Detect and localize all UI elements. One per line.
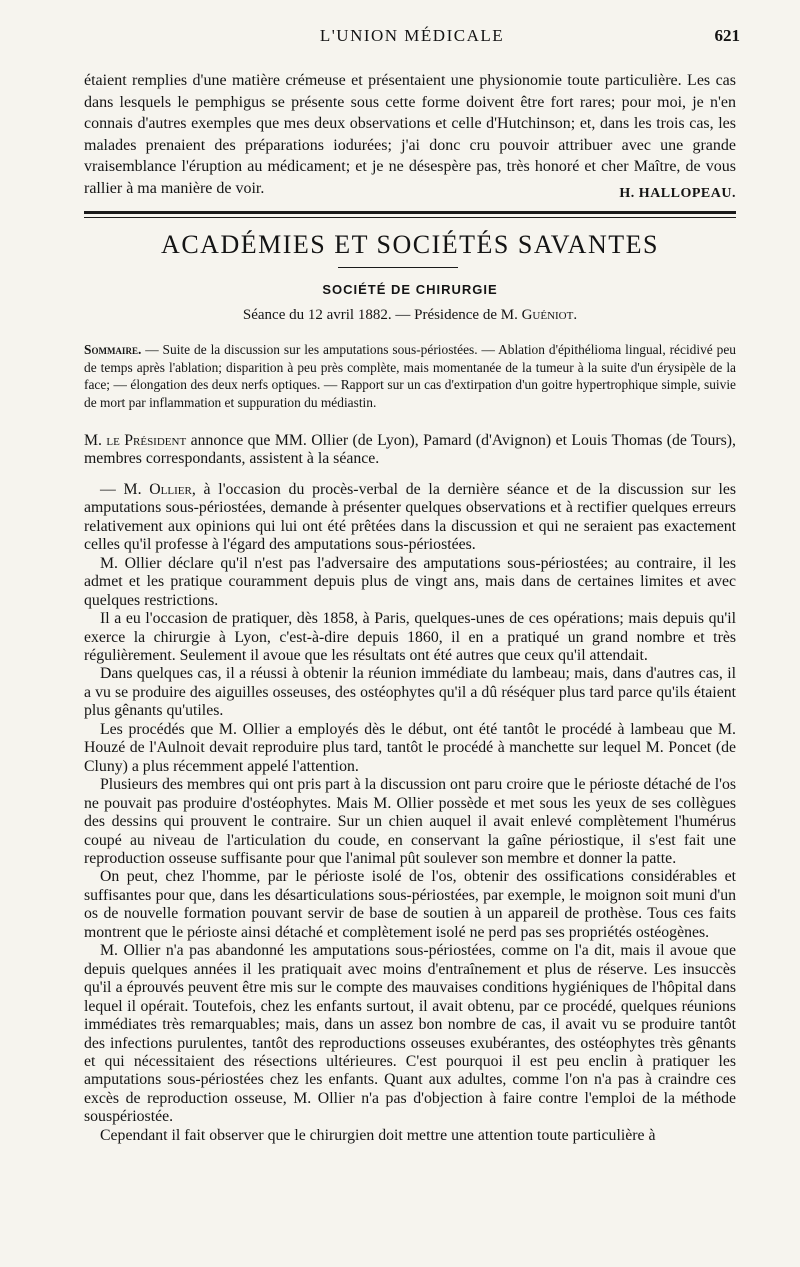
letter-conclusion	[84, 70, 736, 200]
speaker: M. le Président	[84, 432, 187, 449]
title-rule	[338, 267, 458, 268]
society-heading: SOCIÉTÉ DE CHIRURGIE	[322, 282, 498, 297]
president-name: Guéniot.	[521, 307, 578, 323]
speaker: — M. Ollier,	[100, 480, 196, 498]
paragraph-text: annonce que MM. Ollier (de Lyon), Pamard (d'Avignon) et Louis Thomas (de Tours), membres correspondants, assistent à la séance.	[84, 432, 737, 468]
letter-paragraph: étaient remplies d'une matière crémeuse et présentaient une physionomie toute particulière. Les cas dans lesquels le pemphigus se présente sous cette forme doivent être fort rares; pour moi, je n'en connais d'autres exemples que mes deux observations et celle d'Hutchinson; et, dans les trois cas, les malades prenaient des préparations iodurées; j'ai donc cru pouvoir attribuer avec une grande vraisemblance l'éruption au médicament; et je ne désespère pas, très honoré et cher Maître, de vous rallier à ma manière de voir.	[84, 72, 736, 197]
section-title: ACADÉMIES ET SOCIÉTÉS SAVANTES	[161, 230, 659, 259]
summary-text: — Suite de la discussion sur les amputations sous-périostées. — Ablation d'épithélioma lingual, récidivé peu de temps après l'ablation; disparition à peu près complète, mais momentanée de la tumeur à la suite d'un érysipèle de la face; — élongation des deux nerfs optiques. — Rapport sur un cas d'extirpation d'un goitre hypertrophique simple, suivie de mort par inflammation et suppuration du médiastin.	[84, 342, 736, 410]
paragraph: Il a eu l'occasion de pratiquer, dès 1858, à Paris, quelques-unes de ces opérations; mais depuis qu'il exerce la chirurgie à Lyon, c'est-à-dire depuis 1860, il en a pratiqué un grand nombre et très régulièrement. Seulement il avoue que les résultats ont été autres que ceux qu'il attendait.	[84, 610, 736, 664]
paragraph: Cependant il fait observer que le chirurgien doit mettre une attention toute particulière à	[100, 1126, 656, 1144]
summary-label: Sommaire.	[84, 342, 142, 357]
session-date: Séance du 12 avril 1882. — Présidence de M.	[242, 307, 518, 323]
running-title: L'UNION MÉDICALE	[319, 26, 505, 45]
paragraph-text: à l'occasion du procès-verbal de la dernière séance et de la discussion sur les amputations sous-périostées, demande à présenter quelques observations et à rectifier quelques erreurs relativement aux opinions qui lui ont été prêtées dans la discussion et qui ne seraient pas exactement celles qu'il professe à l'égard des amputations sous-périostées.	[84, 480, 736, 554]
signature: H. HALLOPEAU.	[619, 186, 736, 201]
paragraph: On peut, chez l'homme, par le périoste isolé de l'os, obtenir des ossifications considérables et suffisantes pour que, dans les désarticulations sous-périostées, par exemple, le moignon soit muni d'un os de nouvelle formation pouvant servir de base de soutien à un appareil de prothèse. Tous ces faits montrent que le périoste ainsi détaché et complètement isolé ne perd pas ses propriétés ostéogènes.	[84, 868, 736, 941]
paragraph: Plusieurs des membres qui ont pris part à la discussion ont paru croire que le périoste détaché de l'os ne pouvait pas produire d'ostéophytes. Mais M. Ollier possède et met sous les yeux de ses collègues des dessins qui prouvent le contraire. Sur un chien auquel il avait enlevé complètement l'humérus coupé au niveau de l'articulation du coude, en conservant la gaîne périostique, il s'est fait une reproduction osseuse suffisante pour que l'animal pût soulever son membre et donner la patte.	[84, 776, 736, 867]
main-text	[84, 432, 736, 1145]
session-line	[84, 307, 736, 324]
paragraph	[84, 432, 736, 469]
paragraph: Dans quelques cas, il a réussi à obtenir la réunion immédiate du lambeau; mais, dans d'autres cas, il a vu se produire des aiguilles osseuses, des ostéophytes qu'il a dû réséquer plus tard parce qu'ils étaient plus gênants qu'utiles.	[84, 665, 736, 720]
page-header	[84, 26, 740, 54]
page-number: 621	[714, 26, 740, 45]
summary	[84, 341, 736, 411]
paragraph: M. Ollier déclare qu'il n'est pas l'adversaire des amputations sous-périostées; au contraire, il les admet et les pratique couramment depuis plus de vingt ans, mais dans de certaines limites et avec quelques restrictions.	[84, 554, 736, 609]
paragraph: Les procédés que M. Ollier a employés dès le début, ont été tantôt le procédé à lambeau que M. Houzé de l'Aulnoit devait reproduire plus tard, tantôt le procédé à manchette sur lequel M. Poncet (de Cluny) a plus récemment appelé l'attention.	[84, 720, 736, 775]
paragraph: M. Ollier n'a pas abandonné les amputations sous-périostées, comme on l'a dit, mais il avoue que depuis quelques années il les pratiquait avec moins d'entraînement et plus de réserve. Les insuccès qu'il a éprouvés peuvent être mis sur le compte des mauvaises conditions hygiéniques de l'hôpital dans lequel il opérait. Toutefois, chez les enfants surtout, il avait obtenu, par ce procédé, quelques réunions immédiates très remarquables; mais, dans un assez bon nombre de cas, il avait vu se produire tantôt des infections purulentes, tantôt des reproductions osseuses exubérantes, des ostéophytes très gênants et qui nécessitaient des résections ultérieures. C'est pourquoi il est peu enclin à pratiquer les amputations sous-périostées chez les enfants. Quant aux adultes, comme l'on n'a pas à craindre ces excès de reproduction osseuse, M. Ollier n'a pas d'objection à faire contre l'emploi de la méthode souspériostée.	[84, 942, 736, 1126]
section-divider	[84, 211, 736, 218]
paragraph	[84, 481, 736, 555]
